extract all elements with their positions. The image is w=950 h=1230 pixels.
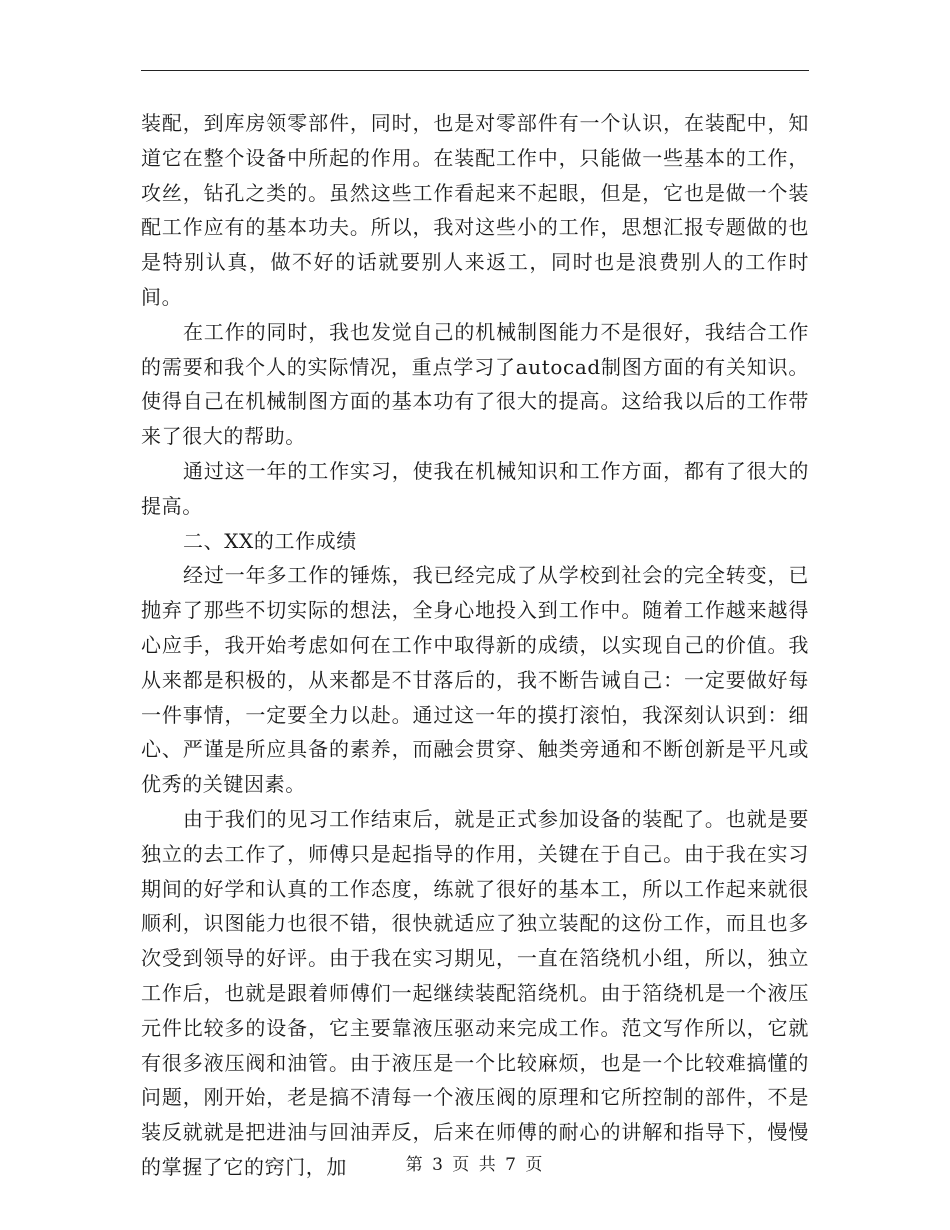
paragraph-5: 由于我们的见习工作结束后，就是正式参加设备的装配了。也就是要独立的去工作了，师傅只是起指导的作用，关键在于自己。由于我在实习期间的好学和认真的工作态度，练就了很好的基本工，所以工作起来就很顺利，识图能力也很不错，很快就适应了独立装配的这份工作，而且也多次受到领导的好评。由于我在实习期见，一直在箔绕机小组，所以，独立工作后，也就是跟着师傅们一起继续装配箔绕机。由于箔绕机是一个液压元件比较多的设备，它主要靠液压驱动来完成工作。范文写作所以，它就有很多液压阀和油管。由于液压是一个比较麻烦，也是一个比较难搞懂的问题，刚开始，老是搞不清每一个液压阀的原理和它所控制的部件，不是装反就就是把进油与回油弄反，后来在师傅的耐心的讲解和指导下，慢慢的掌握了它的窍门，加 (141, 806, 809, 1179)
paragraph-1: 装配，到库房领零部件，同时，也是对零部件有一个认识，在装配中，知道它在整个设备中所起的作用。在装配工作中，只能做一些基本的工作，攻丝，钻孔之类的。虽然这些工作看起来不起眼，但是，它也是做一个装配工作应有的基本功夫。所以，我对这些小的工作，思想汇报专题做的也是特别认真，做不好的话就要别人来返工，同时也是浪费别人的工作时间。 (141, 111, 809, 309)
paragraph-3: 通过这一年的工作实习，使我在机械知识和工作方面，都有了很大的提高。 (141, 458, 809, 518)
paragraph-4: 经过一年多工作的锤炼，我已经完成了从学校到社会的完全转变，已抛弃了那些不切实际的想法，全身心地投入到工作中。随着工作越来越得心应手，我开始考虑如何在工作中取得新的成绩，以实现自己的价值。我从来都是积极的，从来都是不甘落后的，我不断告诫自己：一定要做好每一件事情，一定要全力以赴。通过这一年的摸打滚怕，我深刻认识到：细心、严谨是所应具备的素养，而融会贯穿、触类旁通和不断创新是平凡或优秀的关键因素。 (141, 563, 809, 797)
paragraph-2: 在工作的同时，我也发觉自己的机械制图能力不是很好，我结合工作的需要和我个人的实际情况，重点学习了autocad制图方面的有关知识。使得自己在机械制图方面的基本功有了很大的提高。这给我以后的工作带来了很大的帮助。 (141, 319, 809, 449)
page-number-footer: 第 3 页 共 7 页 (405, 1155, 545, 1175)
document-body (141, 106, 809, 1185)
header-rule (141, 70, 809, 71)
section-heading: 二、XX的工作成绩 (183, 528, 357, 553)
